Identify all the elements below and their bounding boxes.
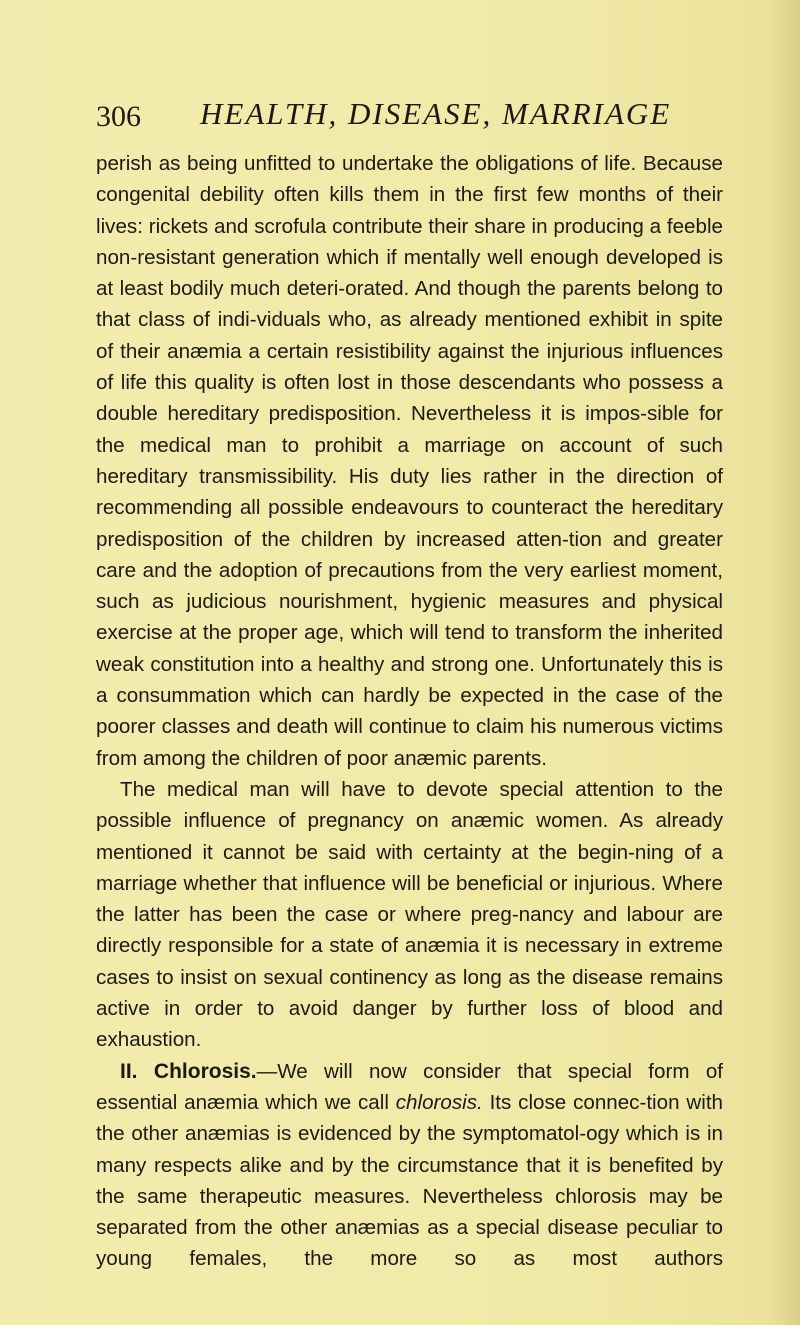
paragraph-chlorosis	[96, 1056, 723, 1275]
page-number: 306	[96, 100, 141, 133]
paragraph-anaemic-descendants: perish as being unfitted to undertake the obligations of life. Because congenital debility often kills them in the first few months of their lives: rickets and scrofula contribute their share in producing a feeble non-resistant generation which if mentally well enough developed is at least bodily much deteri-orated. And though the parents belong to that class of indi-viduals who, as already mentioned exhibit in spite of their anæmia a certain resistibility against the injurious influences of life this quality is often lost in those descendants who possess a double hereditary predisposition. Nevertheless it is impos-sible for the medical man to prohibit a marriage on account of such hereditary transmissibility. His duty lies rather in the direction of recommending all possible endeavours to counteract the hereditary predisposition of the children by increased atten-tion and greater care and the adoption of precautions from the very earliest moment, such as judicious nourishment, hygienic measures and physical exercise at the proper age, which will tend to transform the inherited weak constitution into a healthy and strong one. Unfortunately this is a consummation which can hardly be expected in the case of the poorer classes and death will continue to claim his numerous victims from among the children of poor anæmic parents.	[96, 152, 723, 770]
running-title: HEALTH, DISEASE, MARRIAGE	[200, 96, 672, 131]
section-heading: II. Chlorosis.	[120, 1059, 257, 1083]
section-text-before-term: —We will now consider that special form of essential anæmia which we call	[96, 1059, 723, 1114]
body-text	[96, 148, 723, 1275]
paragraph-pregnancy: The medical man will have to devote special attention to the possible influence of pregnancy on anæmic women. As already mentioned it cannot be said with certainty at the begin-ning of a marriage whether that influence will be beneficial or injurious. Where the latter has been the case or where preg-nancy and labour are directly responsible for a state of anæmia it is necessary in extreme cases to insist on sexual continency as long as the disease remains active in order to avoid danger by further loss of blood and exhaustion.	[96, 777, 723, 1052]
page-header	[96, 96, 716, 140]
term-chlorosis: chlorosis.	[395, 1090, 483, 1114]
section-text-after-term: Its close connec-tion with the other anæmias is evidenced by the symptomatol-ogy which is in many respects alike and by the circumstance that it is benefited by the same therapeutic measures. Nevertheless chlorosis may be separated from the other anæmias as a special disease peculiar to young females, the more so as most authors	[96, 1090, 723, 1271]
